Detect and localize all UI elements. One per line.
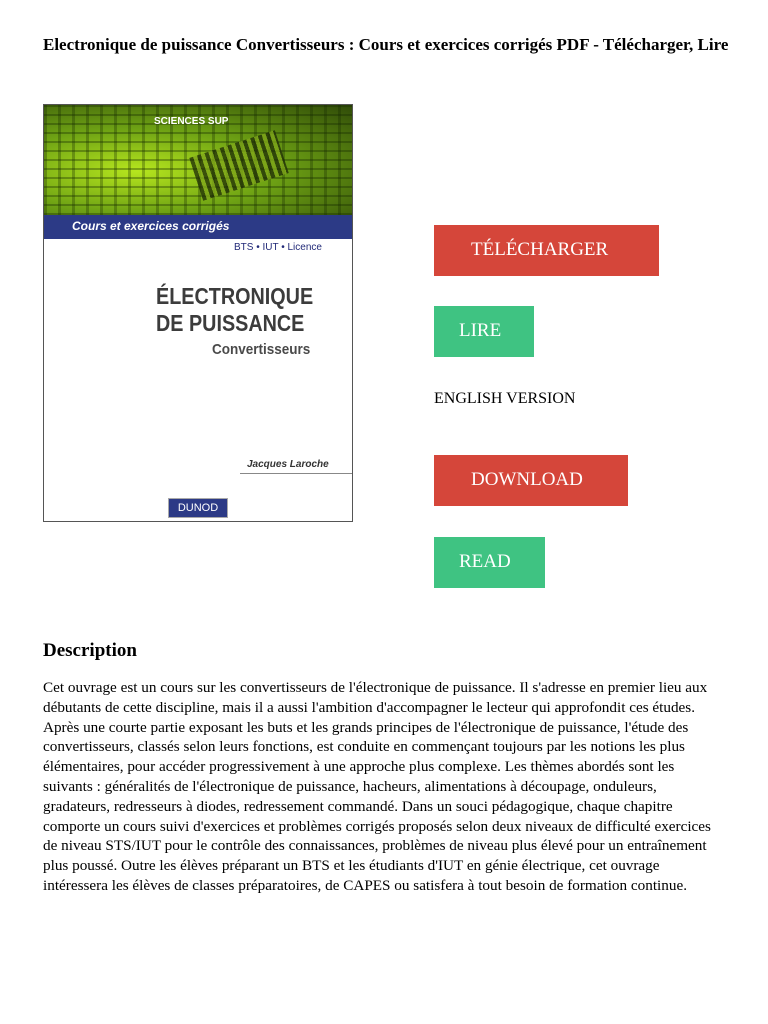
description-text: Cet ouvrage est un cours sur les convertisseurs de l'électronique de puissance. Il s'adresse en premier lieu aux débutants de cette discipline, mais il a aussi l'ambition d'accompagner le lecteur qui approfondit ces études. Après une courte partie exposant les buts et les grands principes de l'électronique de puissance, l'étude des convertisseurs, classés selon leurs fonctions, est conduite en commençant toujours par les notions les plus élémentaires, pour accéder progressivement à une approche plus complexe. Les thèmes abordés sont les suivants : généralités de l'électronique de puissance, hacheurs, alimentations à découpage, onduleurs, gradateurs, redresseurs à diodes, redressement commandé. Dans un souci pédagogique, chaque chapitre comporte un cours suivi d'exercices et problèmes corrigés proposés selon deux niveaux de difficulté exercices de niveau STS/IUT pour le contrôle des connaissances, problèmes de niveau plus élevé pour un entraînement plus poussé. Outre les élèves préparant un BTS et les étudiants d'IUT en génie électrique, cet ouvrage intéressera les élèves de classes préparatoires, de CAPES ou satisfera à tout besoin de formation continue. — [43, 679, 711, 894]
cover-title-line1: ÉLECTRONIQUE — [156, 283, 314, 309]
cover-divider — [240, 473, 352, 474]
cover-main-title — [156, 283, 319, 337]
cover-author: Jacques Laroche — [247, 459, 329, 470]
description-heading: Description — [43, 640, 137, 661]
cover-subtitle: Convertisseurs — [212, 341, 311, 358]
cover-circuit-graphic — [189, 130, 289, 201]
cover-photo — [44, 105, 352, 215]
book-cover-image — [43, 104, 353, 522]
cover-band-text: Cours et exercices corrigés — [72, 219, 230, 233]
cover-series-label: SCIENCES SUP — [154, 116, 229, 127]
cover-title-line2: DE PUISSANCE — [156, 310, 305, 336]
read-button[interactable]: READ — [434, 537, 545, 588]
cover-publisher-logo: DUNOD — [168, 498, 228, 518]
cover-band — [44, 215, 352, 239]
download-button[interactable]: DOWNLOAD — [434, 455, 628, 506]
telecharger-button[interactable]: TÉLÉCHARGER — [434, 225, 659, 276]
english-version-label: ENGLISH VERSION — [434, 390, 576, 407]
page-title: Electronique de puissance Convertisseurs : Cours et exercices corrigés PDF - Télécharger, Lire — [43, 35, 729, 54]
cover-levels: BTS • IUT • Licence — [234, 242, 322, 253]
lire-button[interactable]: LIRE — [434, 306, 534, 357]
